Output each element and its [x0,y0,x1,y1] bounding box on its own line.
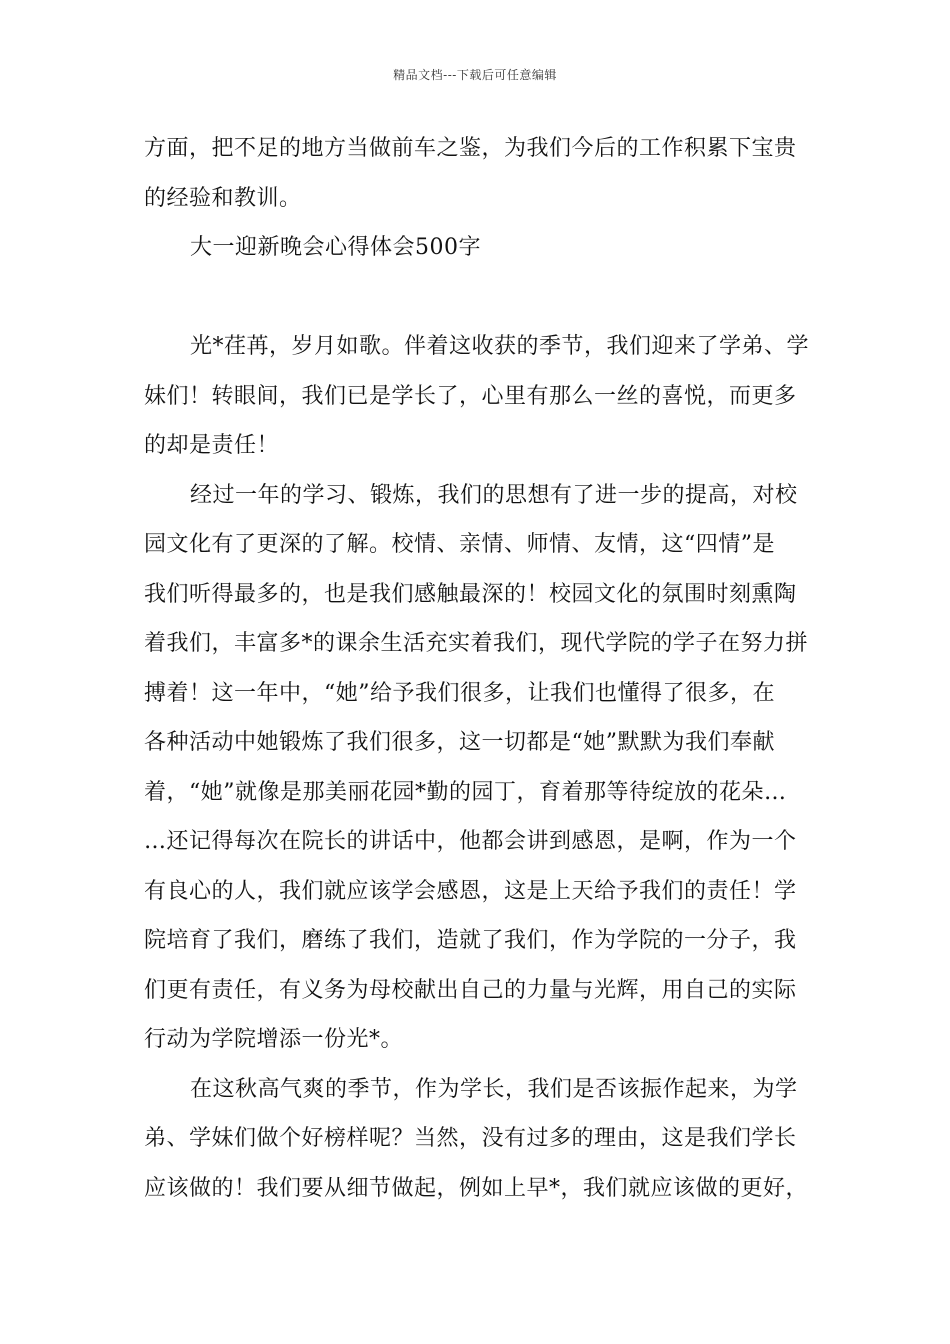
text-line: 方面，把不足的地方当做前车之鉴，为我们今后的工作积累下宝贵 [144,136,797,161]
paragraph-start: 在这秋高气爽的季节，作为学长，我们是否该振作起来，为学 [190,1076,798,1102]
text-line: 们更有责任，有义务为母校献出自己的力量与光辉，用自己的实际 [144,977,797,1003]
text-line: 应该做的！我们要从细节做起，例如上早*，我们就应该做的更好， [144,1175,809,1201]
text-line: 院培育了我们，磨练了我们，造就了我们，作为学院的一分子，我 [144,928,797,953]
text-line: 园文化有了更深的了解。校情、亲情、师情、友情，这“四情”是 [144,532,775,557]
paragraph-start: 经过一年的学习、锻炼，我们的思想有了进一步的提高，对校 [190,482,798,508]
text-line: 有良心的人，我们就应该学会感恩，这是上天给予我们的责任！学 [144,878,797,904]
text-line: 着，“她”就像是那美丽花园*勤的园丁，育着那等待绽放的花朵… [144,779,787,805]
page-header: 精品文档---下载后可任意编辑 [393,68,557,82]
text-line: …还记得每次在院长的讲话中，他都会讲到感恩，是啊，作为一个 [144,829,797,854]
text-line: 行动为学院增添一份光*。 [144,1027,404,1052]
blank-line [144,273,808,323]
text-line: 妹们！转眼间，我们已是学长了，心里有那么一丝的喜悦，而更多 [144,383,797,409]
text-line: 各种活动中她锻炼了我们很多，这一切都是“她”默默为我们奉献 [144,730,775,755]
text-line: 的却是责任！ [144,433,280,458]
text-line: 的经验和教训。 [144,185,302,211]
text-line: 我们听得最多的，也是我们感触最深的！校园文化的氛围时刻熏陶 [144,581,797,607]
paragraph-start: 光*荏苒，岁月如歌。伴着这收获的季节，我们迎来了学弟、学 [190,334,810,359]
text-line: 弟、学妹们做个好榜样呢？当然，没有过多的理由，这是我们学长 [144,1126,797,1151]
text-line: 搏着！这一年中，“她”给予我们很多，让我们也懂得了很多，在 [144,680,775,706]
text-line: 着我们，丰富多*的课余生活充实着我们，现代学院的学子在努力拼 [144,631,809,656]
section-heading: 大一迎新晚会心得体会500字 [190,235,481,260]
document-body [144,124,808,1213]
